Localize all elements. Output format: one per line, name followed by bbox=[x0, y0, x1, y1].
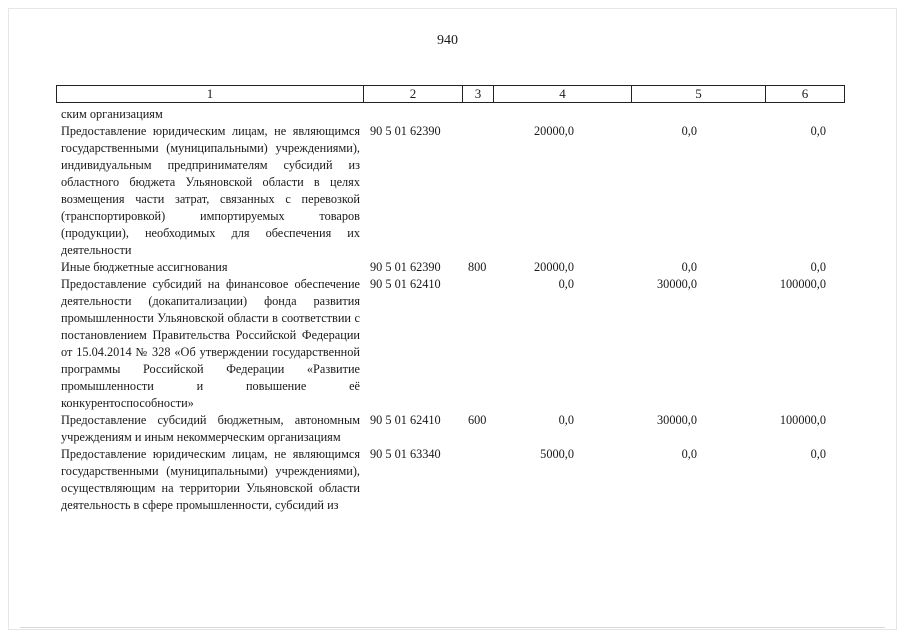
row-description: Предоставление юридическим лицам, не являющимся государственными (муниципальными) учреждениями), индивидуальным предпринимателям субсидий из областного бюджета Ульяновской области в целях возмещения части затрат, связанных с перевозкой (транспортировкой) импортируемых товаров (продукции), необходимых для обеспечения их деятельности bbox=[61, 124, 360, 257]
column-header-2: 2 bbox=[363, 86, 462, 102]
row-code: 90 5 01 63340 bbox=[370, 447, 441, 461]
table-row bbox=[56, 106, 843, 123]
row-type: 800 bbox=[468, 260, 487, 274]
row-value-4: 0,0 bbox=[558, 277, 574, 291]
table-row bbox=[56, 276, 843, 412]
column-header-1: 1 bbox=[206, 86, 214, 101]
row-code: 90 5 01 62390 bbox=[370, 124, 441, 138]
table-row bbox=[56, 412, 843, 446]
table-body bbox=[56, 106, 843, 514]
row-value-5: 30000,0 bbox=[657, 277, 697, 291]
row-value-6: 0,0 bbox=[810, 447, 826, 461]
column-header-3: 3 bbox=[462, 86, 493, 102]
row-value-6: 0,0 bbox=[810, 124, 826, 138]
row-value-5: 0,0 bbox=[681, 260, 697, 274]
row-value-6: 100000,0 bbox=[779, 413, 826, 427]
row-code: 90 5 01 62410 bbox=[370, 277, 441, 291]
row-value-4: 0,0 bbox=[558, 413, 574, 427]
row-description: Предоставление субсидий бюджетным, автономным учреждениям и иным некоммерческим организациям bbox=[61, 413, 360, 444]
row-description: Предоставление юридическим лицам, не являющимся государственными (муниципальными) учреждениями), осуществляющим на территории Ульяновской области деятельность в сфере промышленности, субсидий из bbox=[61, 447, 360, 512]
row-value-4: 20000,0 bbox=[534, 260, 574, 274]
row-code: 90 5 01 62410 bbox=[370, 413, 441, 427]
row-value-5: 0,0 bbox=[681, 447, 697, 461]
page-number: 940 bbox=[437, 33, 458, 48]
row-description: Предоставление субсидий на финансовое обеспечение деятельности (докапитализации) фонда развития промышленности Ульяновской области в соответствии с постановлением Правительства Российской Федерации от 15.04.2014 № 328 «Об утверждении государственной программы Российской Федерации «Развитие промышленности и повышение её конкурентоспособности» bbox=[61, 277, 360, 410]
row-type: 600 bbox=[468, 413, 487, 427]
table-header bbox=[56, 85, 845, 103]
row-value-6: 100000,0 bbox=[779, 277, 826, 291]
row-description: ским организациям bbox=[61, 107, 163, 121]
table-row bbox=[56, 446, 843, 514]
row-value-4: 5000,0 bbox=[540, 447, 574, 461]
scan-edge-line bbox=[20, 627, 885, 628]
row-value-5: 30000,0 bbox=[657, 413, 697, 427]
table-row bbox=[56, 123, 843, 259]
row-value-6: 0,0 bbox=[810, 260, 826, 274]
column-header-6: 6 bbox=[765, 86, 844, 102]
row-value-4: 20000,0 bbox=[534, 124, 574, 138]
row-code: 90 5 01 62390 bbox=[370, 260, 441, 274]
row-value-5: 0,0 bbox=[681, 124, 697, 138]
column-header-4: 4 bbox=[493, 86, 631, 102]
row-description: Иные бюджетные ассигнования bbox=[61, 260, 228, 274]
table-row bbox=[56, 259, 843, 276]
column-header-5: 5 bbox=[631, 86, 765, 102]
